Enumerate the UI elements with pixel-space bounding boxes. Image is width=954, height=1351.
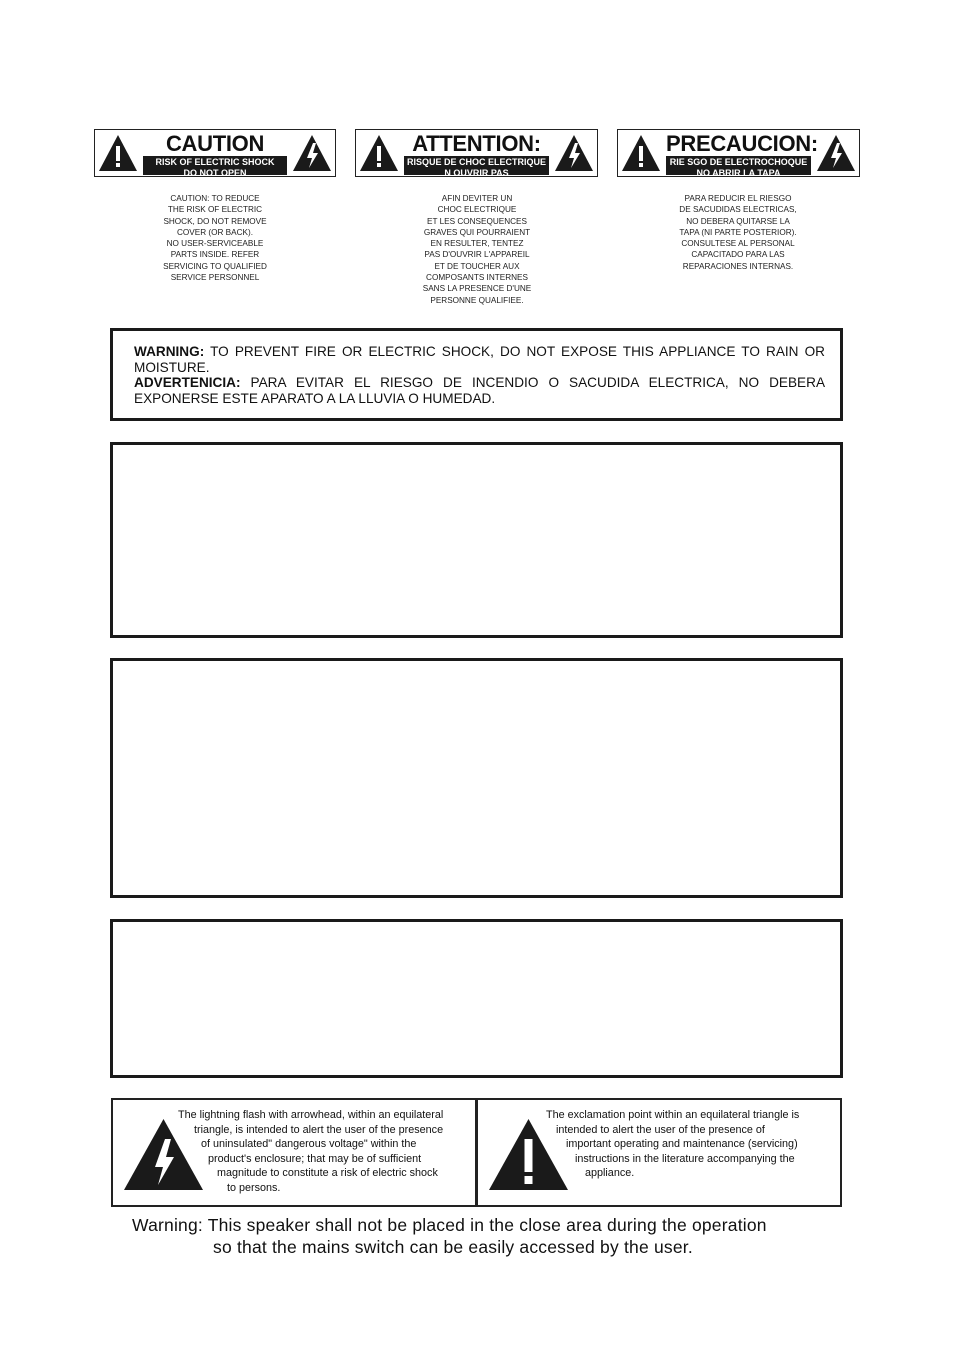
lightning-line: triangle, is intended to alert the user of the presence xyxy=(194,1123,444,1136)
exclamation-triangle-icon xyxy=(358,133,400,173)
warning-spanish xyxy=(134,375,825,406)
empty-box-1 xyxy=(110,442,843,638)
empty-box-3 xyxy=(110,919,843,1078)
note-line: PERSONNE QUALIFIEE. xyxy=(430,295,524,305)
label-line-2: N OUVRIR PAS xyxy=(444,167,509,178)
lightning-line: of uninsulated" dangerous voltage" within the xyxy=(201,1138,417,1150)
note-line: COVER (OR BACK). xyxy=(177,227,253,237)
note-line: CAPACITADO PARA LAS xyxy=(691,250,785,260)
note-line: AFIN DEVITER UN xyxy=(441,194,513,203)
warning-spanish-text: PARA EVITAR EL RIESGO DE INCENDIO O SACUDIDA ELECTRICA, NO DEBERA EXPONERSE ESTE APARATO A LA LLUVIA O HUMEDAD. xyxy=(134,375,826,406)
caution-note-english xyxy=(140,193,290,283)
label-title: CAUTION xyxy=(165,131,265,156)
label-line-2: DO NOT OPEN xyxy=(183,167,247,178)
note-line: NO USER-SERVICEABLE xyxy=(166,239,264,249)
note-line: PAS D'OUVRIR L'APPAREIL xyxy=(424,250,530,260)
lightning-triangle-icon xyxy=(815,133,857,173)
label-line-1: RISK OF ELECTRIC SHOCK xyxy=(155,157,275,167)
label-title: PRECAUCION: xyxy=(666,131,818,156)
caution-label-english xyxy=(94,129,336,177)
note-line: THE RISK OF ELECTRIC xyxy=(167,205,263,215)
label-line-2: NO ABRIR LA TAPA xyxy=(696,167,781,178)
exclamation-line: important operating and maintenance (servicing) xyxy=(566,1138,798,1150)
caution-note-french xyxy=(397,193,557,306)
note-line: CHOC ELECTRIQUE xyxy=(437,205,517,215)
warning-english-label: WARNING: xyxy=(134,344,205,359)
note-line: SERVICING TO QUALIFIED xyxy=(163,261,267,271)
warning-english xyxy=(134,344,825,375)
lightning-triangle-icon xyxy=(291,133,333,173)
note-line: EN RESULTER, TENTEZ xyxy=(430,239,524,249)
note-line: SERVICE PERSONNEL xyxy=(170,273,260,283)
exclamation-triangle-icon xyxy=(620,133,662,173)
caution-note-spanish xyxy=(658,193,818,272)
exclamation-line: appliance. xyxy=(585,1167,635,1179)
exclamation-symbol-box xyxy=(476,1098,842,1207)
note-line: REPARACIONES INTERNAS. xyxy=(682,261,794,271)
warning-box xyxy=(110,328,843,421)
lightning-triangle-icon xyxy=(553,133,595,173)
exclamation-line: The exclamation point within an equilateral triangle is xyxy=(546,1109,800,1121)
warning-english-text: TO PREVENT FIRE OR ELECTRIC SHOCK, DO NOT EXPOSE THIS APPLIANCE TO RAIN OR MOISTURE. xyxy=(134,344,825,375)
exclamation-line: instructions in the literature accompanying the xyxy=(575,1152,795,1165)
lightning-line: product's enclosure; that may be of sufficient xyxy=(208,1152,422,1165)
lightning-line: The lightning flash with arrowhead, within an equilateral xyxy=(178,1109,444,1121)
label-line-1: RIE SGO DE ELECTROCHOQUE xyxy=(669,157,808,167)
note-line: NO DEBERA QUITARSE LA xyxy=(686,216,790,226)
exclamation-line: intended to alert the user of the presence of xyxy=(556,1123,765,1136)
note-line: DE SACUDIDAS ELECTRICAS, xyxy=(679,205,797,215)
caution-label-spanish xyxy=(617,129,860,177)
label-title: ATTENTION: xyxy=(412,131,541,156)
note-line: GRAVES QUI POURRAIENT xyxy=(423,227,531,237)
note-line: TAPA (NI PARTE POSTERIOR). xyxy=(679,227,797,237)
footer-warning xyxy=(0,1215,954,1258)
note-line: PARTS INSIDE. REFER xyxy=(170,250,260,260)
footer-line-1: Warning: This speaker shall not be placed in the close area during the operation xyxy=(132,1215,767,1235)
note-line: ET DE TOUCHER AUX xyxy=(434,261,520,271)
label-line-1: RISQUE DE CHOC ELECTRIQUE xyxy=(406,157,546,167)
note-line: CAUTION: TO REDUCE xyxy=(170,194,260,203)
note-line: COMPOSANTS INTERNES xyxy=(426,273,528,283)
lightning-line: to persons. xyxy=(227,1181,281,1194)
caution-label-french xyxy=(355,129,598,177)
note-line: SHOCK, DO NOT REMOVE xyxy=(163,216,267,226)
lightning-symbol-box xyxy=(111,1098,477,1207)
lightning-line: magnitude to constitute a risk of electric shock xyxy=(217,1167,438,1179)
note-line: CONSULTESE AL PERSONAL xyxy=(681,239,795,249)
note-line: SANS LA PRESENCE D'UNE xyxy=(422,284,532,294)
warning-spanish-label: ADVERTENICIA: xyxy=(134,375,241,390)
footer-line-2: so that the mains switch can be easily accessed by the user. xyxy=(213,1236,693,1257)
exclamation-triangle-icon xyxy=(97,133,139,173)
note-line: PARA REDUCIR EL RIESGO xyxy=(684,194,792,203)
note-line: ET LES CONSEQUENCES xyxy=(427,216,527,226)
empty-box-2 xyxy=(110,658,843,898)
